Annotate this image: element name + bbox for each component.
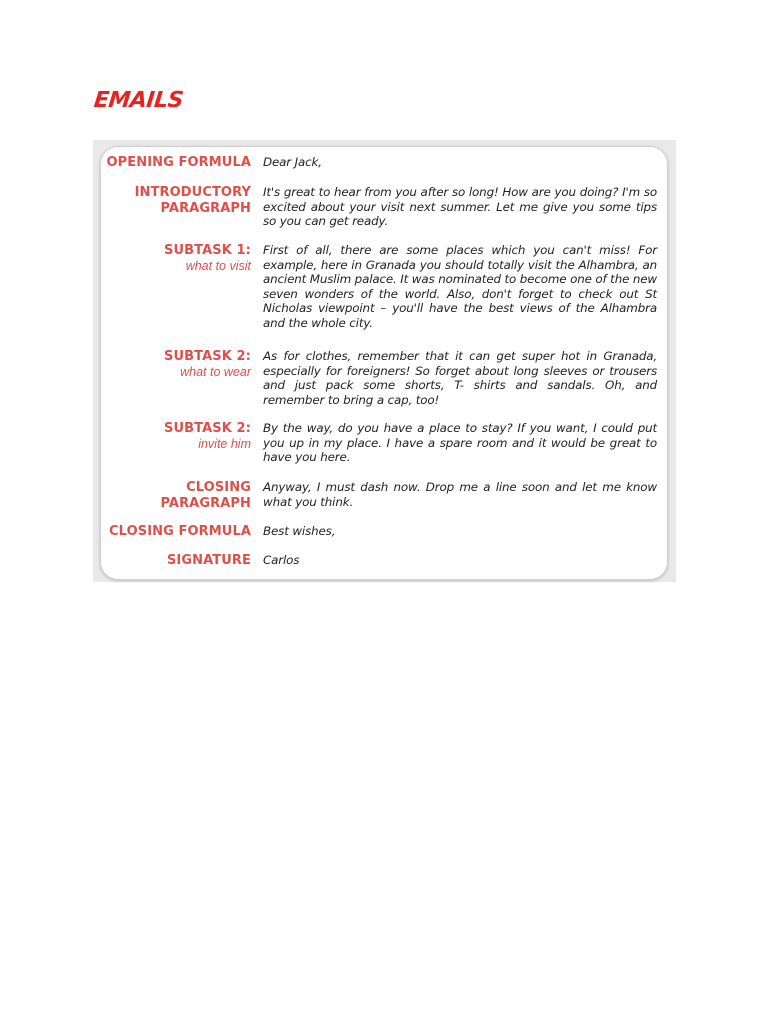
section-label: SUBTASK 1: — [164, 243, 251, 258]
email-text: Best wishes, — [263, 524, 336, 538]
email-text: It's great to hear from you after so long! How are you doing? I'm so excited about your visit next summer. Let me give you some tips so you can get ready. — [263, 185, 657, 229]
section-sublabel: invite him — [198, 436, 251, 451]
section-sublabel: what to visit — [185, 258, 251, 273]
email-text: Carlos — [263, 553, 300, 567]
email-text: By the way, do you have a place to stay? If you want, I could put you up in my place. I have a spare room and it would be great to have you here. — [263, 421, 657, 465]
email-text: Dear Jack, — [263, 155, 322, 169]
section-label-line2: PARAGRAPH — [160, 200, 251, 216]
section-label: SUBTASK 2: — [164, 349, 251, 364]
section-label: OPENING FORMULA — [106, 155, 251, 170]
section-label: INTRODUCTORY — [134, 185, 251, 200]
section-label: CLOSING FORMULA — [109, 524, 251, 539]
section-label: SUBTASK 2: — [164, 421, 251, 436]
section-sublabel: what to wear — [180, 364, 251, 379]
section-label-line2: PARAGRAPH — [160, 495, 251, 511]
section-label: CLOSING — [186, 480, 251, 495]
email-structure-card — [100, 146, 668, 580]
email-text: First of all, there are some places which you can't miss! For example, here in Granada you should totally visit the Alhambra, an ancient Muslim palace. It was nominated to become one of the new seven wonders of the world. Also, don't forget to check out St Nicholas viewpoint – you'll have the best views of the Alhambra and the whole city. — [263, 243, 658, 330]
page-title: EMAILS — [92, 88, 185, 113]
email-text: Anyway, I must dash now. Drop me a line soon and let me know what you think. — [263, 480, 657, 509]
section-label: SIGNATURE — [166, 553, 251, 568]
email-text: As for clothes, remember that it can get super hot in Granada, especially for foreigners! So forget about long sleeves or trousers and just pack some shorts, T- shirts and sandals. Oh, and remember to bring a cap, too! — [263, 349, 657, 407]
